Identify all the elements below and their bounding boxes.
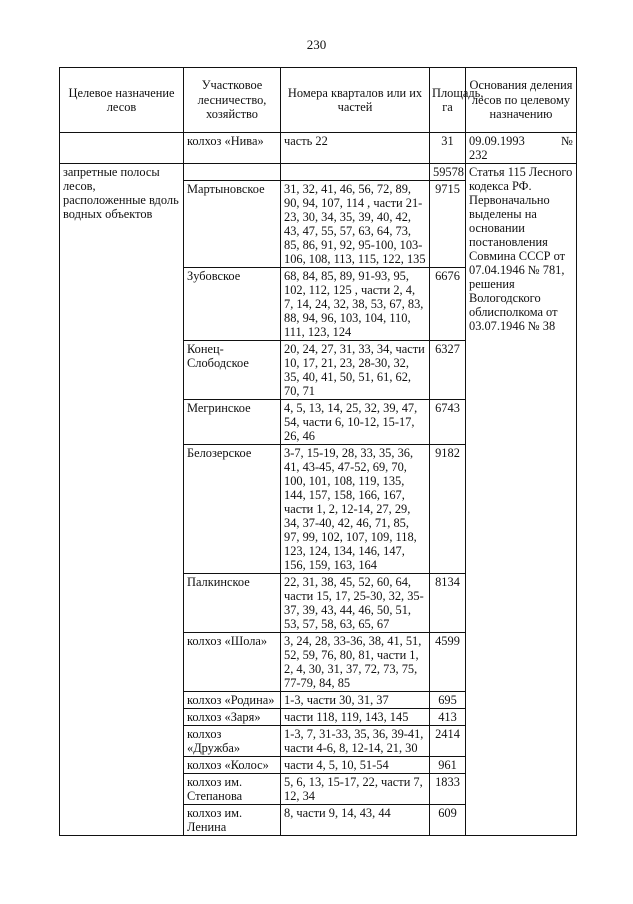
cell-forestry: колхоз «Родина» xyxy=(184,692,281,709)
cell-purpose-empty xyxy=(60,133,184,164)
cell-forestry: Белозерское xyxy=(184,445,281,574)
cell-forestry: Конец-Слободское xyxy=(184,341,281,400)
table-row-total xyxy=(60,164,577,181)
cell-area: 961 xyxy=(430,757,466,774)
basis-no: № xyxy=(561,134,573,148)
cell-forestry: Мегринское xyxy=(184,400,281,445)
cell-quarters: 1-3, части 30, 31, 37 xyxy=(281,692,430,709)
cell-area: 1833 xyxy=(430,774,466,805)
page-number: 230 xyxy=(306,37,327,52)
cell-area: 6676 xyxy=(430,268,466,341)
cell-quarters: 5, 6, 13, 15-17, 22, части 7, 12, 34 xyxy=(281,774,430,805)
cell-area: 6327 xyxy=(430,341,466,400)
cell-quarters: часть 22 xyxy=(281,133,430,164)
cell-forestry: колхоз «Заря» xyxy=(184,709,281,726)
basis-num: 232 xyxy=(469,148,488,162)
cell-area: 4599 xyxy=(430,633,466,692)
cell-area: 6743 xyxy=(430,400,466,445)
cell-area: 31 xyxy=(430,133,466,164)
cell-forestry: колхоз «Нива» xyxy=(184,133,281,164)
header-forestry: Участковое лесничество, хозяйство xyxy=(184,68,281,133)
header-basis: Основания деления лесов по целевому назначению xyxy=(466,68,577,133)
cell-quarters-empty xyxy=(281,164,430,181)
cell-quarters: 3-7, 15-19, 28, 33, 35, 36, 41, 43-45, 47-52, 69, 70, 100, 101, 108, 119, 135, 144, 157, 158, 166, 167, части 1, 2, 12-14, 27, 29, 34, 37-40, 42, 46, 71, 85, 97, 99, 102, 107, 109, 118, 123, 124, 134, 146, 147, 156, 159, 163, 164 xyxy=(281,445,430,574)
cell-basis: Статья 115 Лесного кодекса РФ. Первоначально выделены на основании постановления Совмина СССР от 07.04.1946 № 781, решения Вологодского облисполкома от 03.07.1946 № 38 xyxy=(466,164,577,836)
cell-area: 2414 xyxy=(430,726,466,757)
cell-quarters: 68, 84, 85, 89, 91-93, 95, 102, 112, 125 , части 2, 4, 7, 14, 24, 32, 38, 53, 67, 83, 88, 94, 96, 103, 104, 110, 111, 123, 124 xyxy=(281,268,430,341)
header-area: Площадь, га xyxy=(430,68,466,133)
cell-quarters: 4, 5, 13, 14, 25, 32, 39, 47, 54, части 6, 10-12, 15-17, 26, 46 xyxy=(281,400,430,445)
cell-quarters: части 4, 5, 10, 51-54 xyxy=(281,757,430,774)
cell-basis-first xyxy=(466,133,577,164)
cell-area: 695 xyxy=(430,692,466,709)
cell-area: 413 xyxy=(430,709,466,726)
cell-quarters: части 118, 119, 143, 145 xyxy=(281,709,430,726)
cell-quarters: 3, 24, 28, 33-36, 38, 41, 51, 52, 59, 76, 80, 81, части 1, 2, 4, 30, 31, 37, 72, 73, 75, 77-79, 84, 85 xyxy=(281,633,430,692)
cell-forestry: колхоз «Шола» xyxy=(184,633,281,692)
cell-forestry: колхоз им. Ленина xyxy=(184,805,281,836)
basis-date: 09.09.1993 xyxy=(469,134,525,148)
cell-forestry: Мартыновское xyxy=(184,181,281,268)
cell-area: 9715 xyxy=(430,181,466,268)
table-header-row xyxy=(60,68,577,133)
cell-area: 8134 xyxy=(430,574,466,633)
cell-quarters: 22, 31, 38, 45, 52, 60, 64, части 15, 17, 25-30, 32, 35-37, 39, 43, 44, 46, 50, 51, 53, 57, 58, 63, 65, 67 xyxy=(281,574,430,633)
cell-quarters: 20, 24, 27, 31, 33, 34, части 10, 17, 21, 23, 28-30, 32, 35, 40, 41, 50, 51, 61, 62, 70, 71 xyxy=(281,341,430,400)
cell-forestry-empty xyxy=(184,164,281,181)
cell-quarters: 8, части 9, 14, 43, 44 xyxy=(281,805,430,836)
forest-purpose-table xyxy=(59,67,577,836)
cell-quarters: 31, 32, 41, 46, 56, 72, 89, 90, 94, 107, 114 , части 21-23, 30, 34, 35, 39, 40, 42, 43, 47, 55, 57, 63, 64, 73, 85, 86, 91, 92, 95-100, 103-106, 108, 113, 115, 122, 135 xyxy=(281,181,430,268)
cell-forestry: Палкинское xyxy=(184,574,281,633)
cell-purpose: запретные полосы лесов, расположенные вдоль водных объектов xyxy=(60,164,184,836)
cell-forestry: колхоз им. Степанова xyxy=(184,774,281,805)
cell-forestry: колхоз «Колос» xyxy=(184,757,281,774)
cell-total-area: 59578 xyxy=(430,164,466,181)
cell-area: 9182 xyxy=(430,445,466,574)
table-row xyxy=(60,133,577,164)
cell-forestry: колхоз «Дружба» xyxy=(184,726,281,757)
header-purpose: Целевое назначение лесов xyxy=(60,68,184,133)
header-quarters: Номера кварталов или их частей xyxy=(281,68,430,133)
cell-quarters: 1-3, 7, 31-33, 35, 36, 39-41, части 4-6, 8, 12-14, 21, 30 xyxy=(281,726,430,757)
cell-area: 609 xyxy=(430,805,466,836)
cell-forestry: Зубовское xyxy=(184,268,281,341)
